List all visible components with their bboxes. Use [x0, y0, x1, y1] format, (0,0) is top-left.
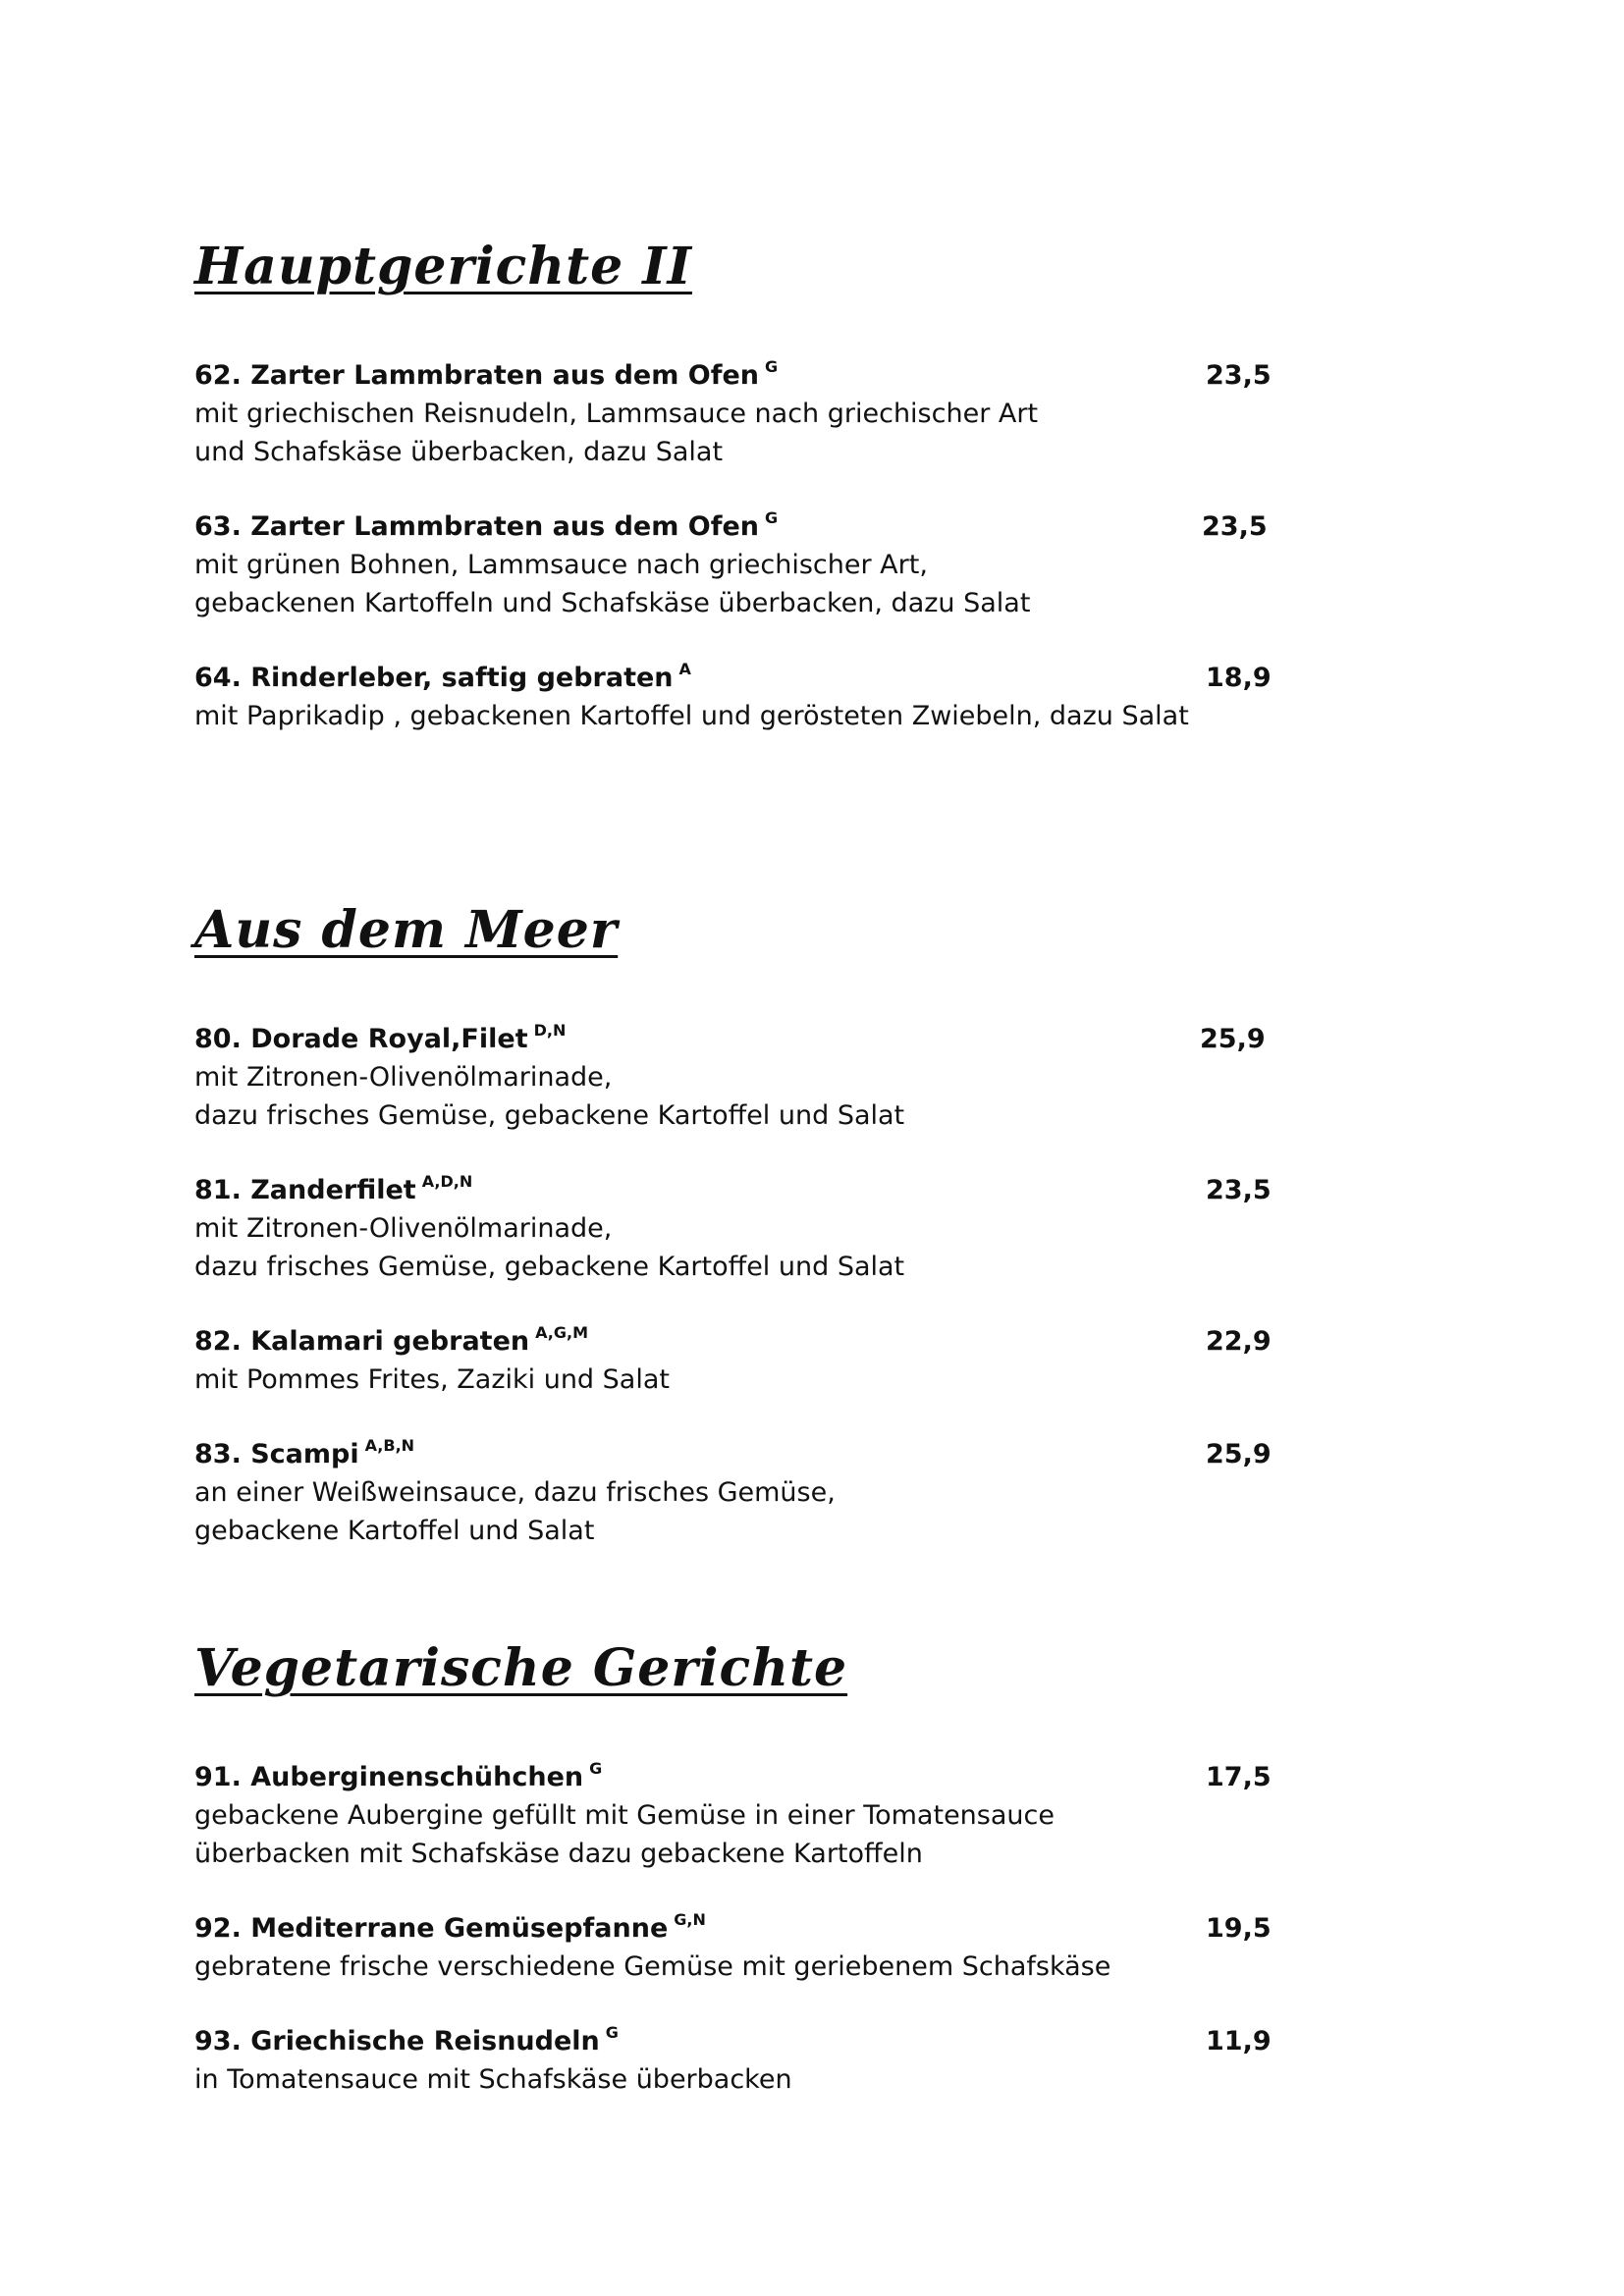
- dish-name: 91. Auberginenschühchen: [194, 1762, 584, 1792]
- dish-name: 64. Rinderleber, saftig gebraten: [194, 663, 674, 693]
- dish-name: 63. Zarter Lammbraten aus dem Ofen: [194, 511, 759, 542]
- dish-description: in Tomatensauce mit Schafskäse überbacken: [194, 2064, 792, 2095]
- menu-item: [194, 1021, 1274, 1135]
- dish-price: 11,9: [1206, 2026, 1272, 2056]
- allergen-codes: D,N: [533, 1021, 567, 1040]
- dish-description: gebackenen Kartoffeln und Schafskäse überbacken, dazu Salat: [194, 588, 1031, 618]
- section-aus-dem-meer: [194, 899, 1274, 1550]
- dish-name: 80. Dorade Royal,Filet: [194, 1024, 528, 1054]
- allergen-codes: G: [765, 357, 779, 376]
- dish-description: mit griechischen Reisnudeln, Lammsauce nach griechischer Art: [194, 399, 1039, 429]
- allergen-codes: A,B,N: [364, 1436, 415, 1455]
- dish-description: gebackene Kartoffel und Salat: [194, 1516, 595, 1546]
- dish-name: 93. Griechische Reisnudeln: [194, 2026, 600, 2056]
- menu-item: [194, 508, 1274, 622]
- dish-name: 62. Zarter Lammbraten aus dem Ofen: [194, 360, 759, 391]
- dish-name: 83. Scampi: [194, 1439, 359, 1469]
- menu-item: [194, 1910, 1274, 1986]
- dish-description: mit Zitronen-Olivenölmarinade,: [194, 1062, 613, 1093]
- menu-item: [194, 1759, 1274, 1873]
- allergen-codes: A,G,M: [535, 1323, 589, 1342]
- dish-description: mit Paprikadip , gebackenen Kartoffel und gerösteten Zwiebeln, dazu Salat: [194, 701, 1189, 731]
- section-title: Hauptgerichte II: [194, 237, 692, 296]
- dish-description: mit Pommes Frites, Zaziki und Salat: [194, 1364, 670, 1395]
- dish-description: mit grünen Bohnen, Lammsauce nach griechischer Art,: [194, 550, 928, 580]
- menu-item: [194, 1323, 1274, 1399]
- allergen-codes: G,N: [674, 1910, 706, 1929]
- menu-item: [194, 1172, 1274, 1286]
- dish-price: 18,9: [1206, 663, 1272, 693]
- dish-name: 81. Zanderfilet: [194, 1175, 416, 1205]
- allergen-codes: A,D,N: [421, 1172, 473, 1191]
- dish-description: und Schafskäse überbacken, dazu Salat: [194, 437, 724, 467]
- dish-name: 92. Mediterrane Gemüsepfanne: [194, 1913, 669, 1944]
- dish-description: überbacken mit Schafskäse dazu gebackene Kartoffeln: [194, 1839, 923, 1869]
- section-hauptgerichte: [194, 236, 1274, 735]
- dish-price: 25,9: [1206, 1439, 1272, 1469]
- dish-price: 17,5: [1206, 1762, 1272, 1792]
- dish-description: gebratene frische verschiedene Gemüse mit geriebenem Schafskäse: [194, 1951, 1111, 1982]
- allergen-codes: G: [589, 1759, 603, 1778]
- dish-price: 22,9: [1206, 1326, 1272, 1357]
- allergen-codes: G: [605, 2023, 619, 2042]
- section-title: Vegetarische Gerichte: [194, 1638, 848, 1698]
- allergen-codes: A: [678, 660, 691, 678]
- section-vegetarisch: [194, 1637, 1274, 2099]
- menu-item: [194, 2023, 1274, 2099]
- allergen-codes: G: [765, 508, 779, 527]
- dish-description: an einer Weißweinsauce, dazu frisches Gemüse,: [194, 1477, 836, 1508]
- dish-price: 23,5: [1202, 511, 1268, 542]
- menu-item: [194, 660, 1274, 735]
- dish-description: gebackene Aubergine gefüllt mit Gemüse in einer Tomatensauce: [194, 1800, 1055, 1831]
- section-title: Aus dem Meer: [194, 900, 619, 960]
- dish-price: 25,9: [1200, 1024, 1266, 1054]
- dish-price: 23,5: [1206, 360, 1272, 391]
- dish-description: mit Zitronen-Olivenölmarinade,: [194, 1213, 613, 1244]
- dish-description: dazu frisches Gemüse, gebackene Kartoffel und Salat: [194, 1252, 905, 1282]
- menu-item: [194, 1436, 1274, 1550]
- dish-price: 19,5: [1206, 1913, 1272, 1944]
- dish-description: dazu frisches Gemüse, gebackene Kartoffel und Salat: [194, 1100, 905, 1131]
- dish-price: 23,5: [1206, 1175, 1272, 1205]
- menu-item: [194, 357, 1274, 471]
- dish-name: 82. Kalamari gebraten: [194, 1326, 530, 1357]
